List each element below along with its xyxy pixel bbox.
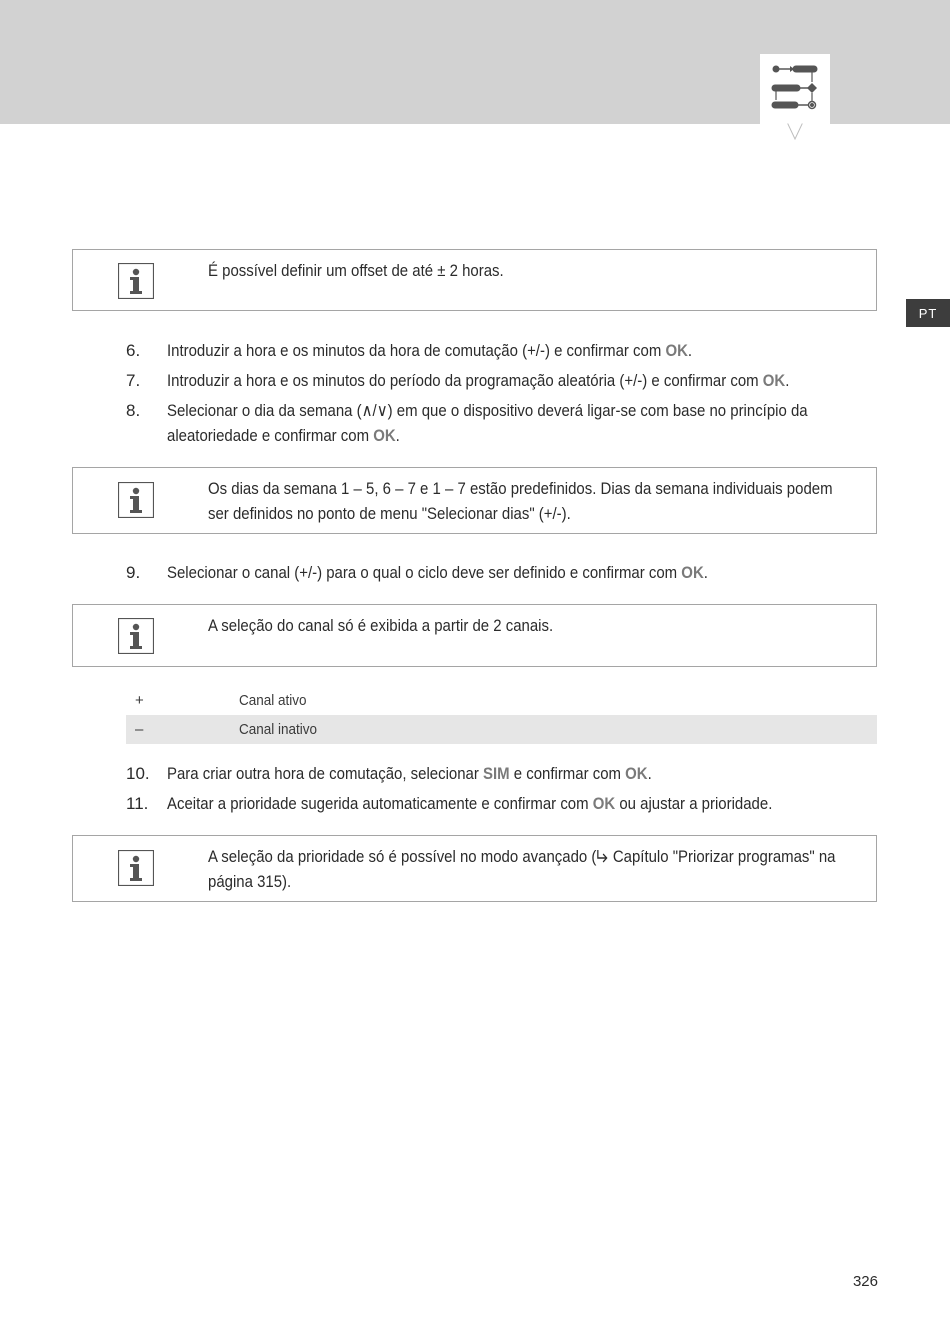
note-text: A seleção da prioridade só é possível no modo avançado ( Capítulo "Priorizar programas" na página 315). [208, 847, 836, 891]
note-text: A seleção do canal só é exibida a partir de 2 canais. [208, 616, 554, 635]
step-number: 10. [126, 764, 150, 783]
cross-reference-link[interactable]: Capítulo "Priorizar programas" na página 315). [208, 847, 836, 891]
option-symbol: – [135, 721, 144, 738]
ok-keyword: OK [665, 341, 688, 360]
step-text: Selecionar o canal (+/-) para o qual o ciclo deve ser definido e confirmar com OK. [167, 563, 708, 582]
info-note [72, 249, 877, 311]
option-symbol: + [135, 692, 144, 709]
note-text: Os dias da semana 1 – 5, 6 – 7 e 1 – 7 estão predefinidos. Dias da semana individuais podem ser definidos no ponto de menu "Selecionar dias" (+/-). [208, 479, 833, 523]
option-label: Canal inativo [239, 721, 318, 738]
step-text: Introduzir a hora e os minutos da hora de comutação (+/-) e confirmar com OK. [167, 341, 693, 360]
step-number: 7. [126, 371, 141, 390]
note-text: É possível definir um offset de até ± 2 horas. [208, 261, 504, 280]
program-flow-icon [760, 54, 830, 124]
page-number: 326 [852, 1273, 878, 1290]
step-text: Selecionar o dia da semana (∧/∨) em que o dispositivo deverá ligar-se com base no princípio da aleatoriedade e confirmar com OK. [167, 401, 808, 445]
step-text: Introduzir a hora e os minutos do período da programação aleatória (+/-) e confirmar com OK. [167, 371, 790, 390]
ok-keyword: OK [625, 764, 648, 783]
info-note [72, 604, 877, 667]
step-number: 6. [126, 341, 141, 360]
channel-option-active [126, 686, 877, 715]
info-icon [118, 618, 154, 654]
link-arrow-icon[interactable] [596, 849, 608, 864]
step-number: 9. [126, 563, 141, 582]
info-note [72, 467, 877, 534]
step-number: 8. [126, 401, 141, 420]
sim-keyword: SIM [482, 764, 510, 783]
ok-keyword: OK [681, 563, 704, 582]
info-note [72, 835, 877, 902]
channel-option-inactive [126, 715, 877, 744]
step-text: Para criar outra hora de comutação, selecionar SIM e confirmar com OK. [167, 764, 652, 783]
info-icon [118, 850, 154, 886]
info-icon [118, 482, 154, 518]
language-tab[interactable]: PT [906, 299, 950, 327]
ok-keyword: OK [592, 794, 616, 813]
option-label: Canal ativo [239, 692, 307, 709]
icon-pointer [787, 122, 803, 140]
ok-keyword: OK [762, 371, 786, 390]
step-number: 11. [126, 794, 149, 813]
info-icon [118, 263, 154, 299]
ok-keyword: OK [373, 426, 396, 445]
step-text: Aceitar a prioridade sugerida automaticamente e confirmar com OK ou ajustar a prioridade. [167, 794, 773, 813]
